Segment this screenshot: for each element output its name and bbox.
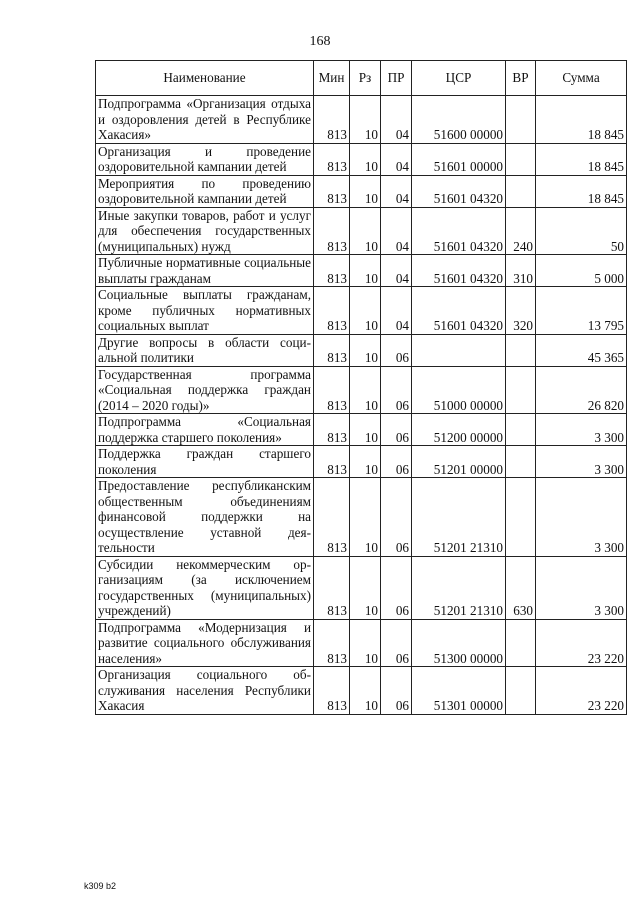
row-min: 813 xyxy=(314,366,350,414)
row-pr: 06 xyxy=(381,366,412,414)
row-min: 813 xyxy=(314,334,350,366)
row-sum: 50 xyxy=(536,207,627,255)
table-row xyxy=(96,446,627,478)
row-sum: 23 220 xyxy=(536,667,627,715)
row-csr: 51201 00000 xyxy=(412,446,506,478)
row-pr: 04 xyxy=(381,175,412,207)
row-pr: 04 xyxy=(381,287,412,335)
row-name: Подпрограмма «Модернизация и развитие социального обслуживания населения» xyxy=(96,619,314,667)
row-rz: 10 xyxy=(350,556,381,619)
row-vr xyxy=(506,366,536,414)
row-min: 813 xyxy=(314,96,350,144)
row-rz: 10 xyxy=(350,96,381,144)
table-row xyxy=(96,255,627,287)
row-sum: 3 300 xyxy=(536,446,627,478)
row-pr: 06 xyxy=(381,619,412,667)
row-csr: 51201 21310 xyxy=(412,556,506,619)
row-min: 813 xyxy=(314,255,350,287)
footer-code: k309 b2 xyxy=(84,881,117,891)
row-pr: 04 xyxy=(381,96,412,144)
row-rz: 10 xyxy=(350,207,381,255)
row-name: Иные закупки товаров, работ и услуг для обеспечения государственных (муниципальных) нужд xyxy=(96,207,314,255)
row-vr xyxy=(506,619,536,667)
row-csr: 51601 04320 xyxy=(412,255,506,287)
row-csr: 51601 00000 xyxy=(412,143,506,175)
row-pr: 06 xyxy=(381,446,412,478)
table-row xyxy=(96,175,627,207)
row-rz: 10 xyxy=(350,478,381,557)
row-sum: 13 795 xyxy=(536,287,627,335)
budget-table xyxy=(95,60,627,715)
table-row xyxy=(96,287,627,335)
table-row xyxy=(96,366,627,414)
row-pr: 06 xyxy=(381,414,412,446)
table-row xyxy=(96,556,627,619)
row-rz: 10 xyxy=(350,334,381,366)
row-min: 813 xyxy=(314,207,350,255)
row-rz: 10 xyxy=(350,619,381,667)
row-min: 813 xyxy=(314,287,350,335)
row-pr: 06 xyxy=(381,556,412,619)
row-min: 813 xyxy=(314,667,350,715)
table-row xyxy=(96,414,627,446)
header-csr: ЦСР xyxy=(412,61,506,96)
row-name: Публичные нормативные социальные выплаты гражданам xyxy=(96,255,314,287)
row-rz: 10 xyxy=(350,287,381,335)
header-min: Мин xyxy=(314,61,350,96)
row-vr xyxy=(506,96,536,144)
page-number: 168 xyxy=(309,34,331,49)
row-sum: 5 000 xyxy=(536,255,627,287)
row-csr: 51200 00000 xyxy=(412,414,506,446)
header-name: Наименование xyxy=(96,61,314,96)
table-row xyxy=(96,619,627,667)
table-row xyxy=(96,143,627,175)
row-vr xyxy=(506,446,536,478)
row-name: Поддержка граждан старшего поколения xyxy=(96,446,314,478)
table-row xyxy=(96,96,627,144)
row-vr: 310 xyxy=(506,255,536,287)
row-sum: 3 300 xyxy=(536,414,627,446)
row-csr: 51601 04320 xyxy=(412,207,506,255)
row-name: Подпрограмма «Организация отдыха и оздоровления детей в Республике Хакасия» xyxy=(96,96,314,144)
row-name: Подпрограмма «Социальная поддержка старшего поколения» xyxy=(96,414,314,446)
row-pr: 06 xyxy=(381,334,412,366)
row-csr: 51201 21310 xyxy=(412,478,506,557)
row-name: Социальные выплаты гражданам, кроме публичных нормативных социальных выплат xyxy=(96,287,314,335)
row-csr: 51300 00000 xyxy=(412,619,506,667)
row-vr: 320 xyxy=(506,287,536,335)
row-min: 813 xyxy=(314,556,350,619)
row-vr xyxy=(506,478,536,557)
row-csr xyxy=(412,334,506,366)
header-rz: Рз xyxy=(350,61,381,96)
header-row xyxy=(96,61,627,96)
row-min: 813 xyxy=(314,478,350,557)
row-min: 813 xyxy=(314,619,350,667)
row-name: Другие вопросы в области социальной политики xyxy=(96,334,314,366)
row-sum: 3 300 xyxy=(536,478,627,557)
row-min: 813 xyxy=(314,446,350,478)
row-rz: 10 xyxy=(350,175,381,207)
header-vr: ВР xyxy=(506,61,536,96)
table-row xyxy=(96,334,627,366)
row-sum: 3 300 xyxy=(536,556,627,619)
row-rz: 10 xyxy=(350,366,381,414)
row-pr: 04 xyxy=(381,143,412,175)
header-pr: ПР xyxy=(381,61,412,96)
row-min: 813 xyxy=(314,175,350,207)
row-sum: 45 365 xyxy=(536,334,627,366)
row-name: Мероприятия по проведению оздоровительной кампании детей xyxy=(96,175,314,207)
row-rz: 10 xyxy=(350,255,381,287)
row-pr: 06 xyxy=(381,667,412,715)
row-rz: 10 xyxy=(350,143,381,175)
row-rz: 10 xyxy=(350,667,381,715)
row-sum: 18 845 xyxy=(536,96,627,144)
row-name: Государственная программа «Социальная поддержка граждан (2014 – 2020 годы)» xyxy=(96,366,314,414)
row-vr: 240 xyxy=(506,207,536,255)
row-min: 813 xyxy=(314,143,350,175)
row-rz: 10 xyxy=(350,446,381,478)
row-vr xyxy=(506,175,536,207)
row-csr: 51601 04320 xyxy=(412,175,506,207)
row-sum: 23 220 xyxy=(536,619,627,667)
table-row xyxy=(96,667,627,715)
row-vr xyxy=(506,143,536,175)
header-sum: Сумма xyxy=(536,61,627,96)
row-vr xyxy=(506,334,536,366)
row-csr: 51600 00000 xyxy=(412,96,506,144)
row-sum: 26 820 xyxy=(536,366,627,414)
table-row xyxy=(96,478,627,557)
row-pr: 06 xyxy=(381,478,412,557)
row-name: Организация социального обслуживания населения Республики Хакасия xyxy=(96,667,314,715)
table-row xyxy=(96,207,627,255)
row-csr: 51601 04320 xyxy=(412,287,506,335)
row-pr: 04 xyxy=(381,255,412,287)
row-name: Предоставление республиканским общественным объединениям финансовой поддержки на осуществление уставной деятельности xyxy=(96,478,314,557)
row-name: Субсидии некоммерческим организациям (за исключением государственных (муниципальных) учреждений) xyxy=(96,556,314,619)
row-vr: 630 xyxy=(506,556,536,619)
row-sum: 18 845 xyxy=(536,143,627,175)
row-pr: 04 xyxy=(381,207,412,255)
row-rz: 10 xyxy=(350,414,381,446)
row-csr: 51000 00000 xyxy=(412,366,506,414)
row-sum: 18 845 xyxy=(536,175,627,207)
row-name: Организация и проведение оздоровительной кампании детей xyxy=(96,143,314,175)
row-vr xyxy=(506,414,536,446)
row-csr: 51301 00000 xyxy=(412,667,506,715)
row-vr xyxy=(506,667,536,715)
row-min: 813 xyxy=(314,414,350,446)
